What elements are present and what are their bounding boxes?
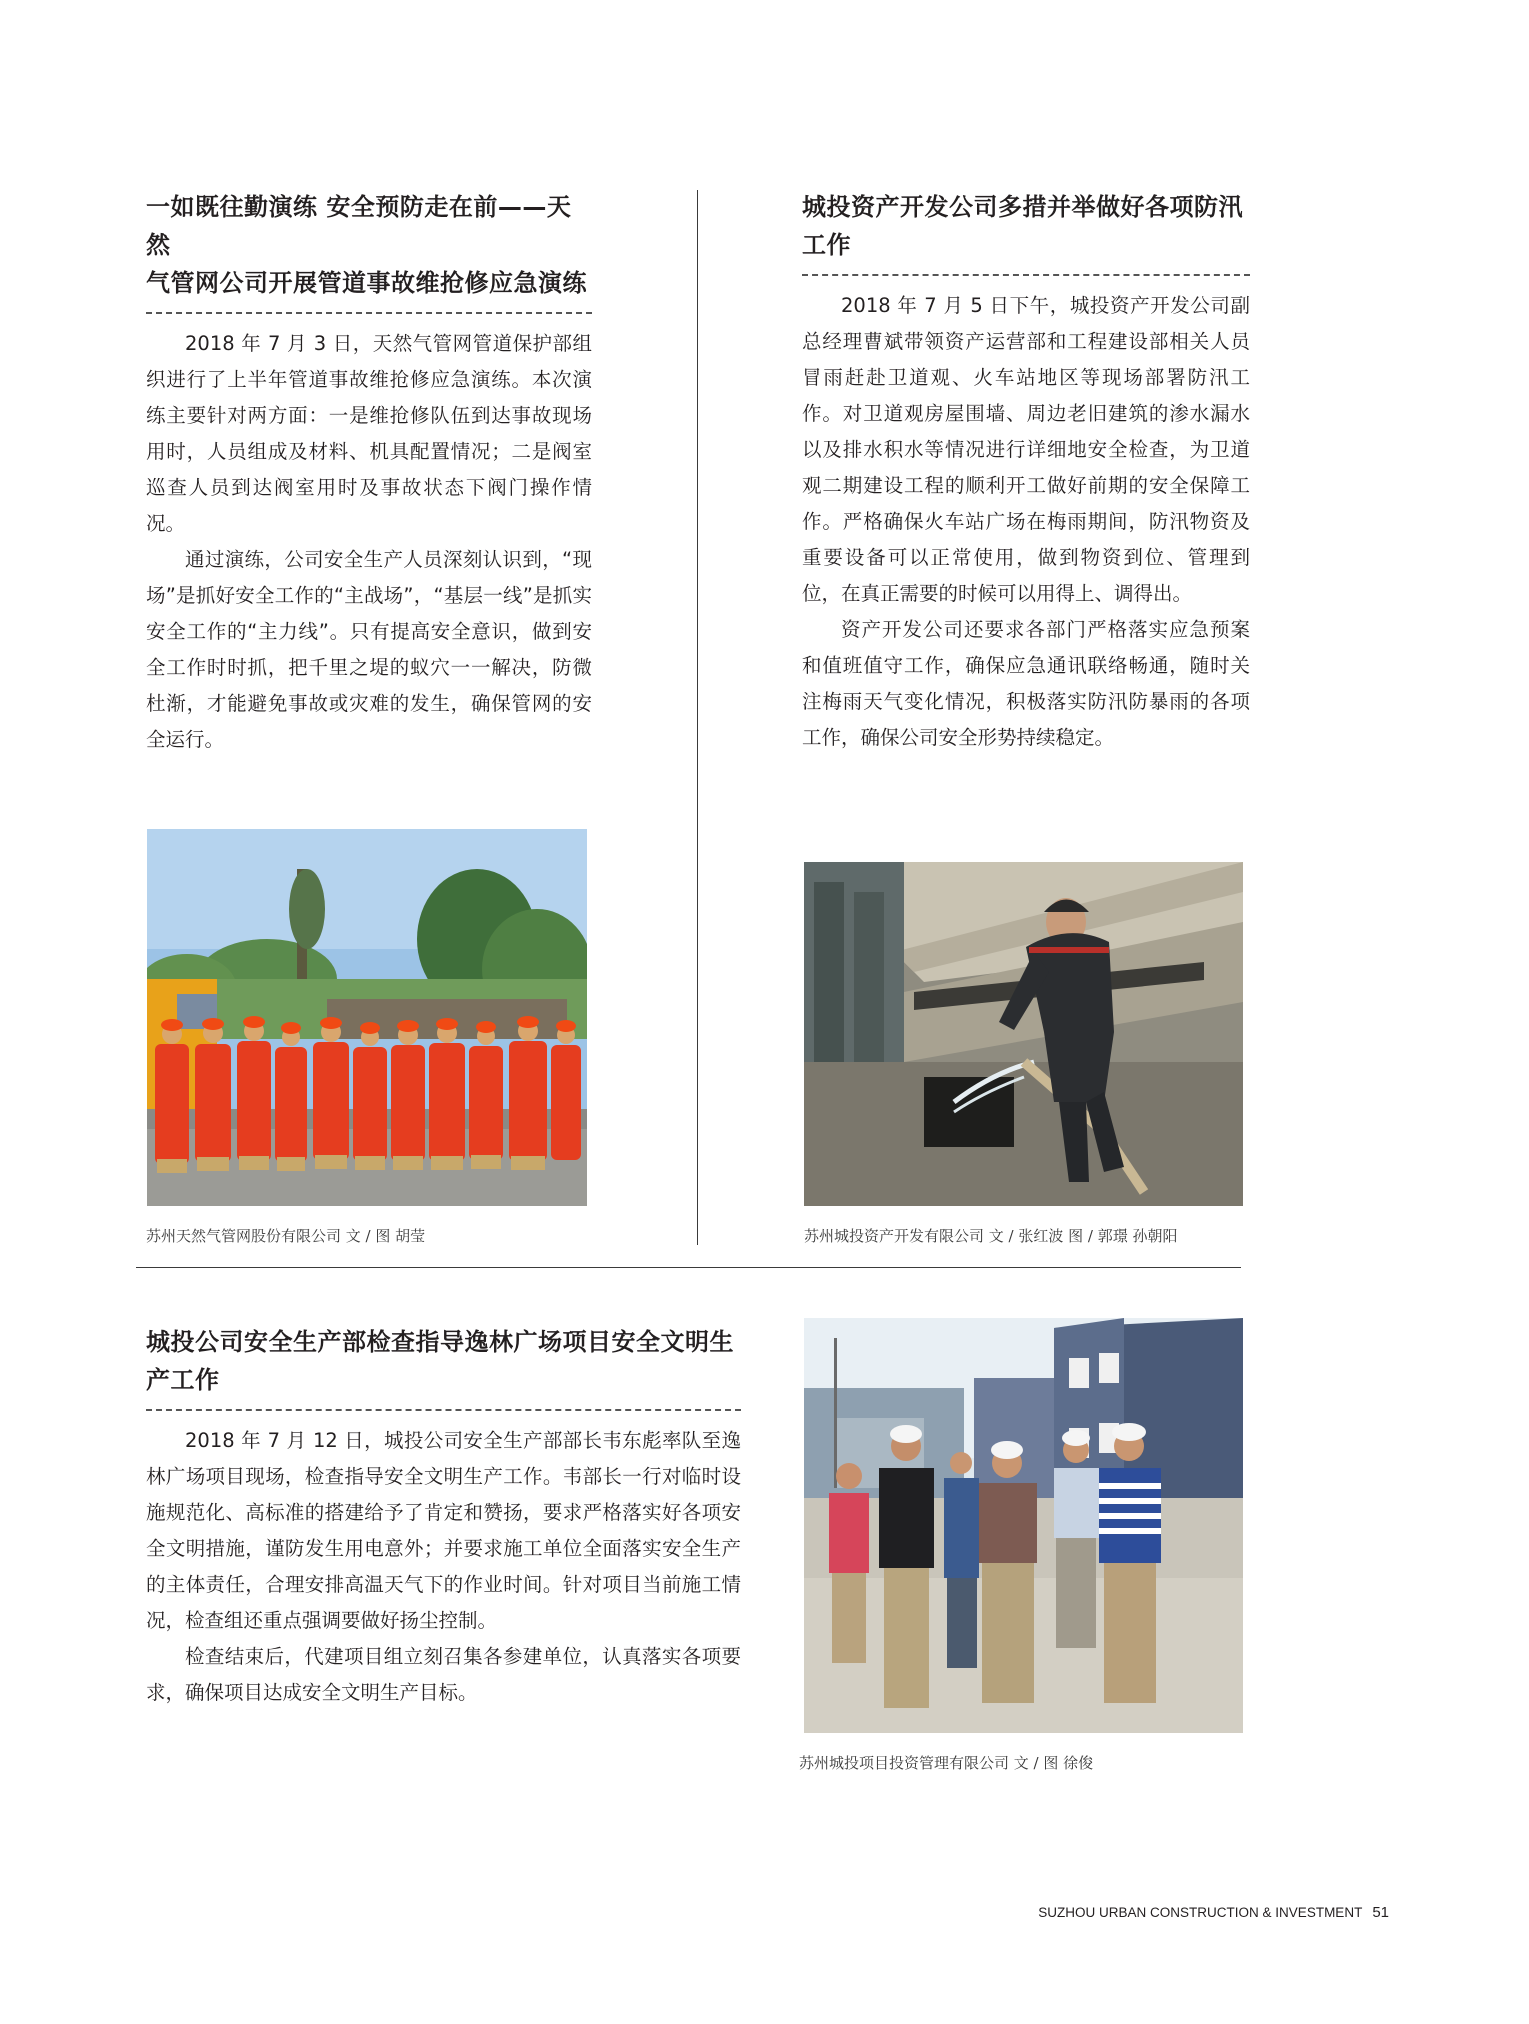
- title-line: 工作: [802, 231, 851, 259]
- photo-caption: 苏州城投项目投资管理有限公司 文 / 图 徐俊: [799, 1754, 1094, 1772]
- title-line: 气管网公司开展管道事故维抢修应急演练: [146, 269, 587, 297]
- article-title: [146, 1323, 741, 1399]
- dashed-divider: [802, 274, 1250, 276]
- magazine-name: SUZHOU URBAN CONSTRUCTION & INVESTMENT: [1038, 1905, 1363, 1920]
- article-flood-prevention: [802, 188, 1250, 756]
- title-line: 城投公司安全生产部检查指导逸林广场项目安全文明生: [146, 1328, 734, 1356]
- article-gas-pipeline-drill: [146, 188, 592, 758]
- article-title: [146, 188, 592, 302]
- dashed-divider: [146, 1409, 741, 1411]
- photo-caption: 苏州天然气管网股份有限公司 文 / 图 胡莹: [146, 1227, 426, 1245]
- article-paragraph: 检查结束后，代建项目组立刻召集各参建单位，认真落实各项要求，确保项目达成安全文明生产目标。: [146, 1645, 741, 1704]
- article-paragraph: 通过演练，公司安全生产人员深刻认识到，“现场”是抓好安全工作的“主战场”，“基层一线”是抓实安全工作的“主力线”。只有提高安全意识，做到安全工作时时抓，把千里之堤的蚁穴一一解决，防微杜渐，才能避免事故或灾难的发生，确保管网的安全运行。: [146, 548, 592, 751]
- article-paragraph: 2018 年 7 月 3 日，天然气管网管道保护部组织进行了上半年管道事故维抢修应急演练。本次演练主要针对两方面：一是维抢修队伍到达事故现场用时，人员组成及材料、机具配置情况；二是阀室巡查人员到达阀室用时及事故状态下阀门操作情况。: [146, 332, 592, 535]
- photo-emergency-crew: [147, 829, 587, 1206]
- section-divider: [136, 1267, 1241, 1268]
- dashed-divider: [146, 312, 592, 314]
- title-line: 产工作: [146, 1366, 220, 1394]
- title-line: 城投资产开发公司多措并举做好各项防汛: [802, 193, 1243, 221]
- photo-caption: 苏州城投资产开发有限公司 文 / 张红波 图 / 郭璟 孙朝阳: [804, 1227, 1178, 1245]
- article-title: [802, 188, 1250, 264]
- title-line: 一如既往勤演练 安全预防走在前——天然: [146, 193, 572, 259]
- column-divider: [697, 190, 698, 1245]
- article-paragraph: 2018 年 7 月 5 日下午，城投资产开发公司副总经理曹斌带领资产运营部和工程建设部相关人员冒雨赶赴卫道观、火车站地区等现场部署防汛工作。对卫道观房屋围墙、周边老旧建筑的渗水漏水以及排水积水等情况进行详细地安全检查，为卫道观二期建设工程的顺利开工做好前期的安全保障工作。严格确保火车站广场在梅雨期间，防汛物资及重要设备可以正常使用，做到物资到位、管理到位，在真正需要的时候可以用得上、调得出。: [802, 294, 1250, 605]
- page-footer: [1038, 1904, 1389, 1921]
- article-paragraph: 2018 年 7 月 12 日，城投公司安全生产部部长韦东彪率队至逸林广场项目现场，检查指导安全文明生产工作。韦部长一行对临时设施规范化、高标准的搭建给予了肯定和赞扬，要求严格落实好各项安全文明措施，谨防发生用电意外；并要求施工单位全面落实安全生产的主体责任，合理安排高温天气下的作业时间。针对项目当前施工情况，检查组还重点强调要做好扬尘控制。: [146, 1429, 741, 1632]
- article-paragraph: 资产开发公司还要求各部门严格落实应急预案和值班值守工作，确保应急通讯联络畅通，随时关注梅雨天气变化情况，积极落实防汛防暴雨的各项工作，确保公司安全形势持续稳定。: [802, 618, 1250, 749]
- photo-site-inspection-team: [804, 1318, 1243, 1733]
- page-number: 51: [1372, 1904, 1389, 1921]
- photo-drainage-inspection: [804, 862, 1243, 1206]
- article-site-safety-inspection: [146, 1323, 741, 1711]
